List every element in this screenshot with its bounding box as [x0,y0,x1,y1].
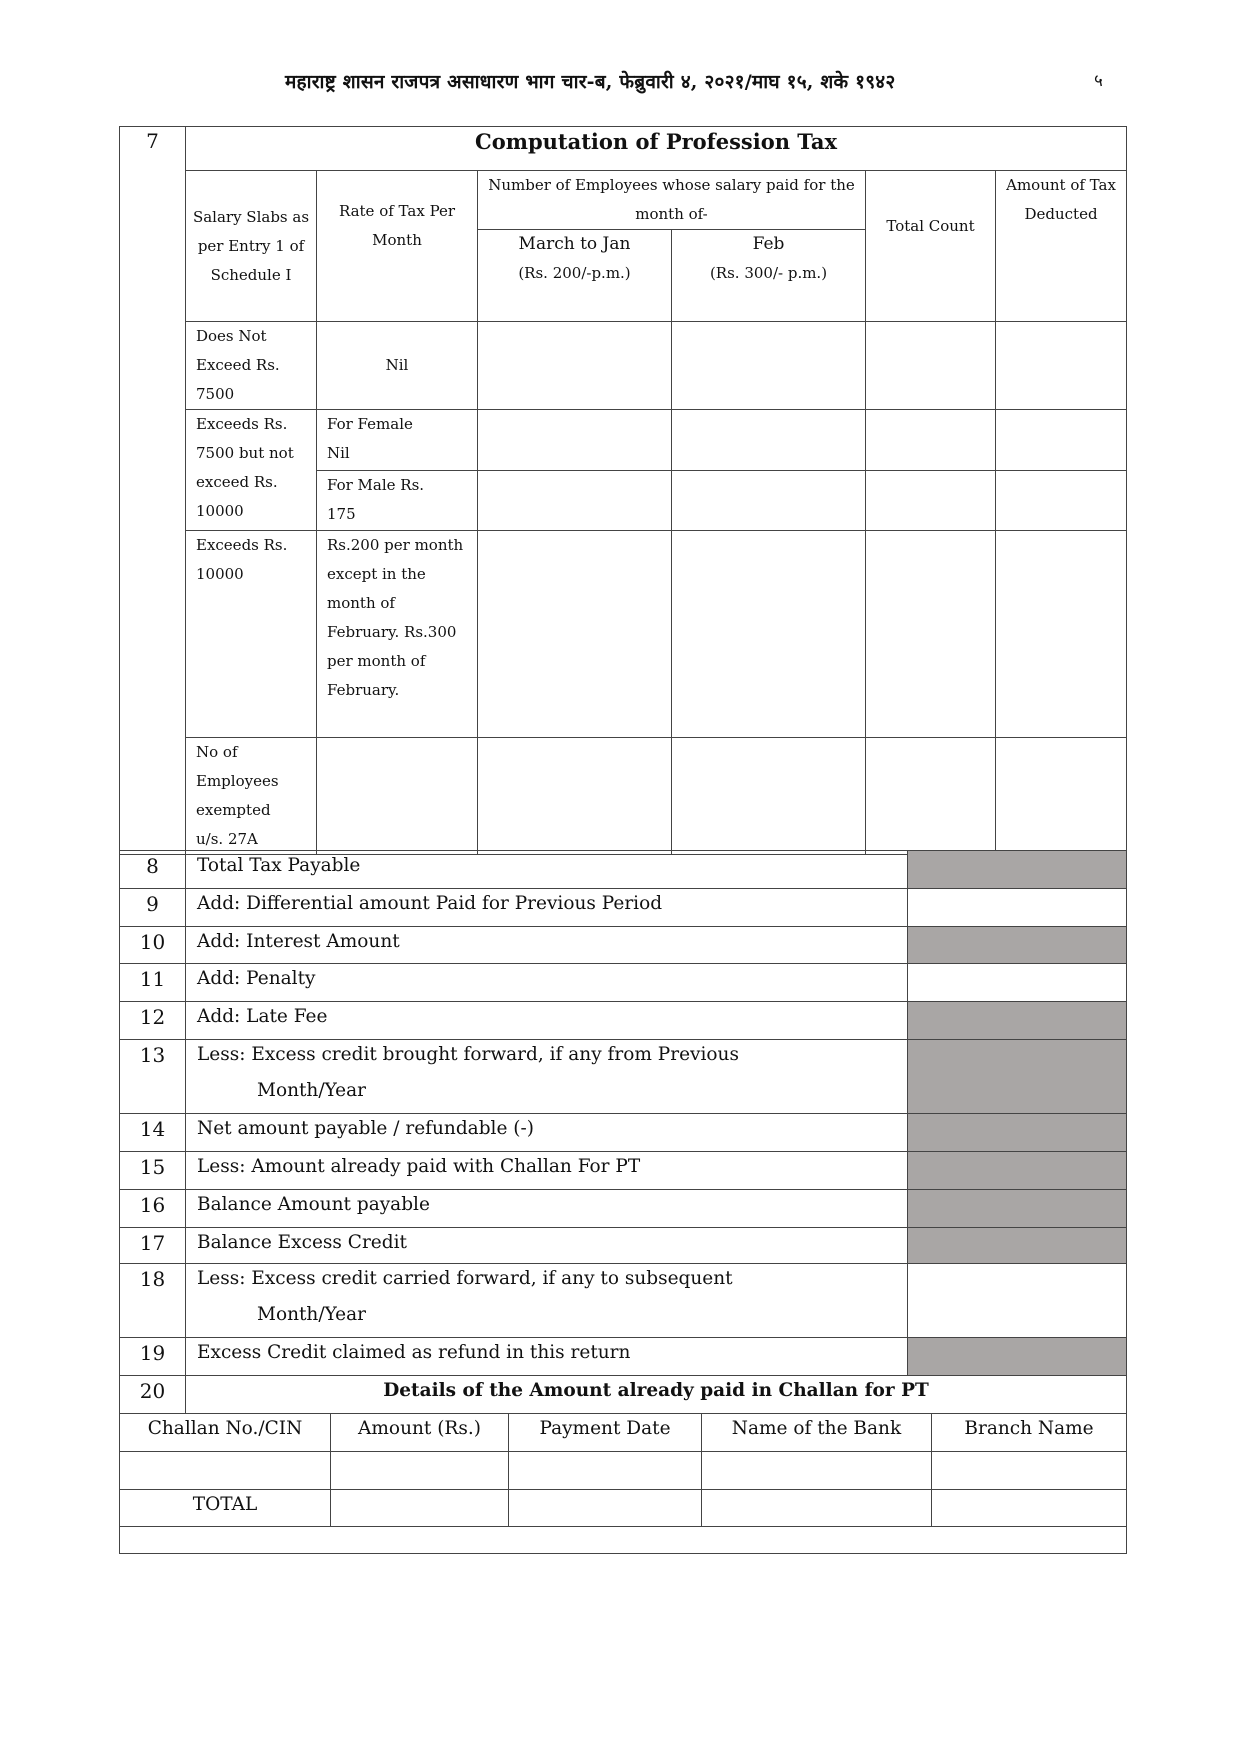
input-cell[interactable] [996,471,1127,531]
row-label: Add: Differential amount Paid for Previous Period [186,889,908,927]
input-cell[interactable] [702,1490,932,1527]
table-row [120,889,1127,927]
col-feb [672,230,866,322]
table-row [120,1264,1127,1338]
total-label: TOTAL [120,1490,331,1527]
input-cell[interactable] [478,738,672,855]
row-number: 14 [120,1114,186,1152]
row-number: 16 [120,1190,186,1228]
row-number: 12 [120,1002,186,1040]
input-cell[interactable] [866,471,996,531]
input-cell[interactable] [478,531,672,738]
input-cell[interactable] [478,410,672,471]
col-amount: Amount of Tax Deducted [996,171,1127,322]
row-label: Add: Interest Amount [186,927,908,964]
table-row [120,1228,1127,1264]
table-row [120,1152,1127,1190]
input-cell[interactable] [509,1452,702,1490]
table-row [120,1002,1127,1040]
slab-cell: No of Employees exempted u/s. 27A [186,738,317,855]
table-row [120,410,1127,471]
input-cell[interactable] [478,471,672,531]
slab-cell: Exceeds Rs. 10000 [186,531,317,738]
value-cell[interactable] [908,964,1127,1002]
input-cell[interactable] [672,738,866,855]
table-row [120,1114,1127,1152]
table-row [120,964,1127,1002]
shaded-value-cell [908,1002,1127,1040]
table-row [120,1040,1127,1114]
blank-row [120,1527,1127,1554]
input-cell[interactable] [932,1452,1127,1490]
input-cell[interactable] [996,322,1127,410]
blank-cell [120,1527,1127,1554]
row-number: 18 [120,1264,186,1338]
col-challan-no: Challan No./CIN [120,1414,331,1452]
col-payment-date: Payment Date [509,1414,702,1452]
table-row [120,927,1127,964]
profession-tax-computation-table [119,126,1127,855]
row-label-line2: Month/Year [257,1080,367,1101]
row-number: 19 [120,1338,186,1376]
input-cell[interactable] [996,410,1127,471]
input-cell[interactable] [672,471,866,531]
input-cell[interactable] [996,738,1127,855]
row-number: 17 [120,1228,186,1264]
table-row [120,531,1127,738]
col-march-jan [478,230,672,322]
page-number: ५ [1094,71,1103,91]
row-label: Balance Amount payable [186,1190,908,1228]
shaded-value-cell [908,1190,1127,1228]
rate-cell: For Female Nil [317,410,478,471]
shaded-value-cell [908,851,1127,889]
section-title: Computation of Profession Tax [186,127,1127,171]
input-cell[interactable] [509,1490,702,1527]
row-number: 7 [120,127,186,855]
row-label-line2: Month/Year [257,1304,367,1325]
shaded-value-cell [908,1152,1127,1190]
table-row [120,1376,1127,1414]
input-cell[interactable] [996,531,1127,738]
rate-cell: For Male Rs. 175 [317,471,478,531]
row-label-line1: Less: Excess credit carried forward, if any to subsequent [197,1268,733,1289]
row-label [186,1040,908,1114]
input-cell[interactable] [331,1452,509,1490]
total-row [120,1490,1127,1527]
col-amount: Amount (Rs.) [331,1414,509,1452]
feb-rate: (Rs. 300/- p.m.) [709,264,828,282]
input-cell[interactable] [672,322,866,410]
table-row [120,322,1127,410]
row-number: 15 [120,1152,186,1190]
march-jan-rate: (Rs. 200/-p.m.) [518,264,631,282]
col-branch-name: Branch Name [932,1414,1127,1452]
col-bank-name: Name of the Bank [702,1414,932,1452]
col-employees: Number of Employees whose salary paid for the month of- [478,171,866,230]
shaded-value-cell [908,1114,1127,1152]
col-salary-slabs: Salary Slabs as per Entry 1 of Schedule I [186,171,317,322]
rate-cell: Nil [317,322,478,410]
col-rate: Rate of Tax Per Month [317,171,478,322]
col-total-count: Total Count [866,171,996,322]
row-label: Add: Penalty [186,964,908,1002]
row-label: Excess Credit claimed as refund in this return [186,1338,908,1376]
rate-cell: Rs.200 per month except in the month of February. Rs.300 per month of February. [317,531,478,738]
input-cell[interactable] [331,1490,509,1527]
input-cell[interactable] [866,322,996,410]
input-cell[interactable] [317,738,478,855]
row-label: Net amount payable / refundable (-) [186,1114,908,1152]
row-label: Balance Excess Credit [186,1228,908,1264]
challan-details-table [119,1413,1127,1554]
feb-label: Feb [752,234,785,254]
value-cell[interactable] [908,889,1127,927]
shaded-value-cell [908,1040,1127,1114]
input-cell[interactable] [120,1452,331,1490]
input-cell[interactable] [866,531,996,738]
row-number: 11 [120,964,186,1002]
table-row [120,851,1127,889]
input-cell[interactable] [866,410,996,471]
row-label: Less: Amount already paid with Challan For PT [186,1152,908,1190]
shaded-value-cell [908,1338,1127,1376]
table-row [120,1338,1127,1376]
shaded-value-cell [908,1228,1127,1264]
challan-header-row [120,1414,1127,1452]
challan-section-title: Details of the Amount already paid in Challan for PT [186,1376,1127,1414]
row-label: Add: Late Fee [186,1002,908,1040]
row-label-line1: Less: Excess credit brought forward, if any from Previous [197,1044,739,1065]
input-cell[interactable] [702,1452,932,1490]
tax-summary-table [119,850,1127,1414]
table-row [120,1452,1127,1490]
row-number: 10 [120,927,186,964]
row-number: 13 [120,1040,186,1114]
slab-cell: Exceeds Rs. 7500 but not exceed Rs. 10000 [186,410,317,531]
input-cell[interactable] [866,738,996,855]
row-label: Total Tax Payable [186,851,908,889]
value-cell[interactable] [908,1264,1127,1338]
input-cell[interactable] [672,410,866,471]
shaded-value-cell [908,927,1127,964]
table-row [120,1190,1127,1228]
input-cell[interactable] [672,531,866,738]
march-jan-label: March to Jan [518,234,631,254]
slab-cell: Does Not Exceed Rs. 7500 [186,322,317,410]
input-cell[interactable] [478,322,672,410]
row-label [186,1264,908,1338]
input-cell[interactable] [932,1490,1127,1527]
row-number: 9 [120,889,186,927]
table-row [120,738,1127,855]
row-number: 8 [120,851,186,889]
gazette-header: महाराष्ट्र शासन राजपत्र असाधारण भाग चार-ब, फेब्रुवारी ४, २०२१/माघ १५, शके १९४२ [285,71,896,93]
row-number: 20 [120,1376,186,1414]
